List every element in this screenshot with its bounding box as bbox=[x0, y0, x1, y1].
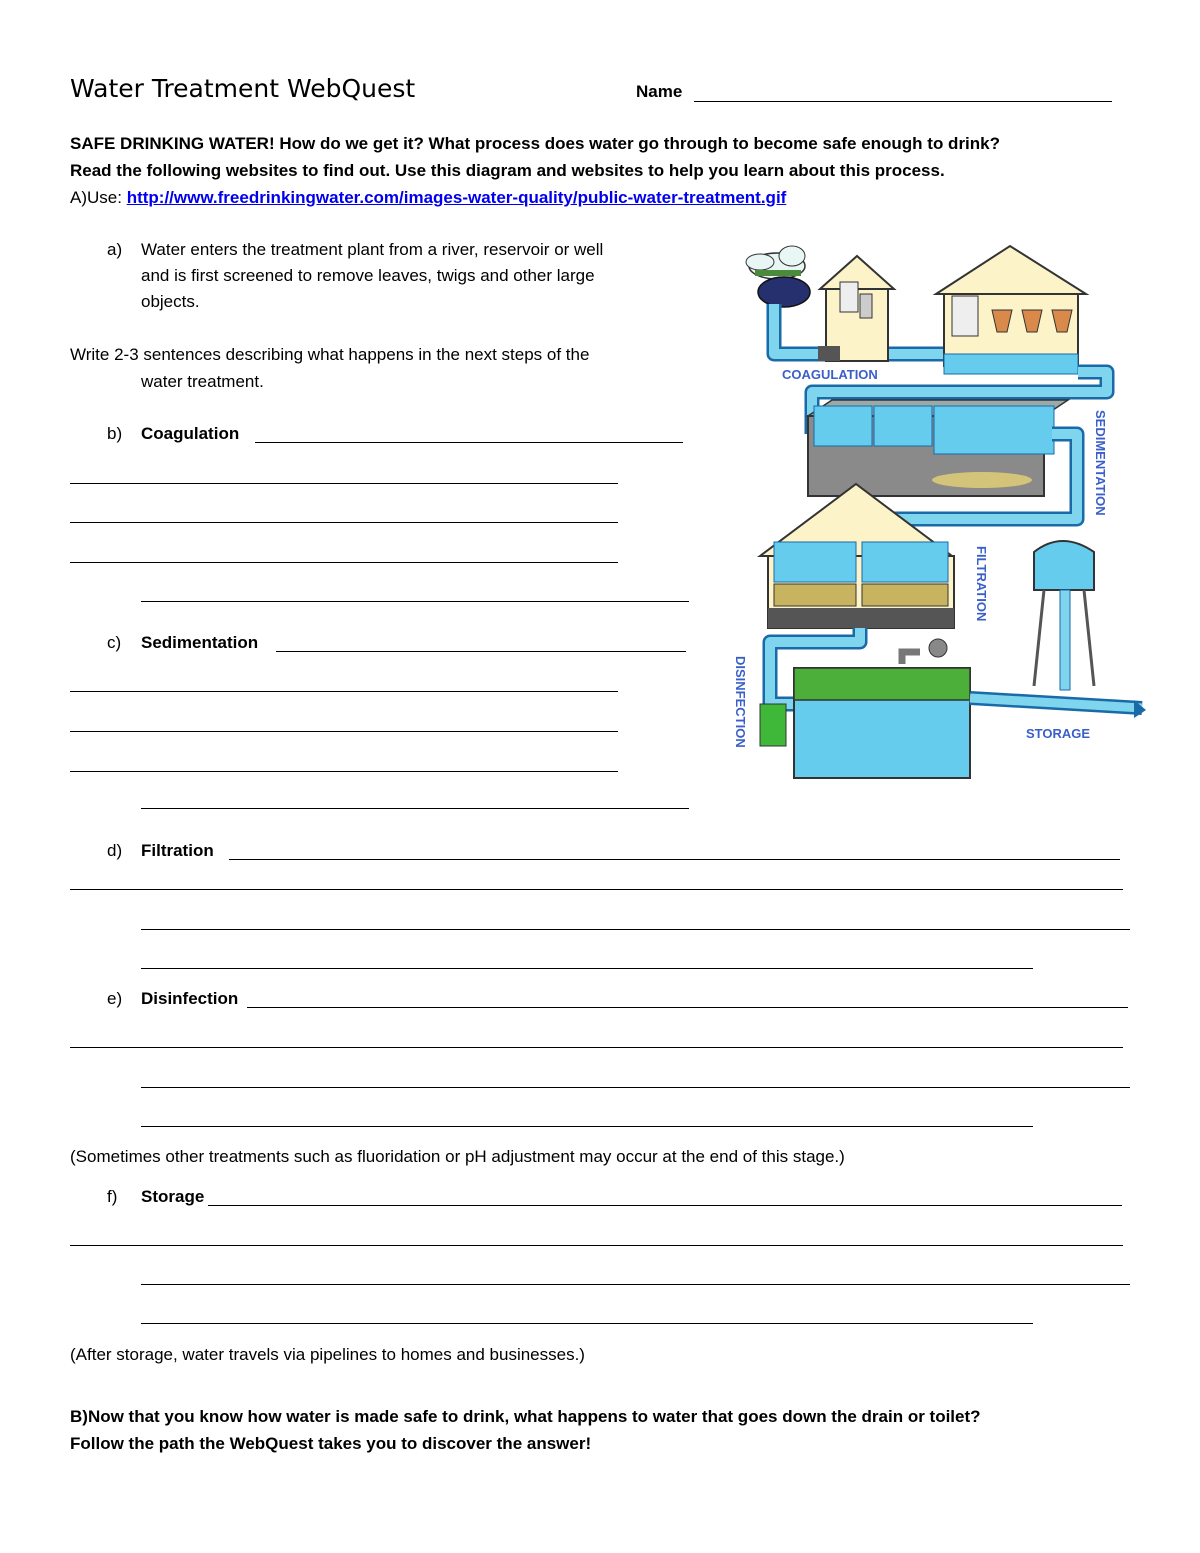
intro-instruction: Read the following websites to find out. Use this diagram and websites to help you learn about this process. bbox=[70, 161, 945, 180]
filtration-house bbox=[760, 484, 954, 628]
question-e-letter: e) bbox=[107, 989, 123, 1008]
coagulation-house bbox=[936, 246, 1086, 374]
intake-house bbox=[818, 256, 894, 361]
question-b-letter: b) bbox=[107, 424, 123, 443]
sedimentation-answer-line[interactable] bbox=[70, 691, 618, 692]
intro-question: SAFE DRINKING WATER! How do we get it? What process does water go through to become safe enough to drink? bbox=[70, 134, 1001, 153]
step-a-line-2: and is first screened to remove leaves, twigs and other large bbox=[141, 266, 595, 285]
question-d-label: Filtration bbox=[141, 841, 214, 860]
diagram-label-filtration: FILTRATION bbox=[974, 546, 989, 622]
diagram-label-disinfection: DISINFECTION bbox=[733, 656, 748, 748]
use-line bbox=[70, 188, 786, 208]
step-a-letter: a) bbox=[107, 240, 123, 259]
coagulation-answer-line[interactable] bbox=[255, 442, 683, 443]
coagulation-answer-line[interactable] bbox=[70, 562, 618, 563]
filtration-answer-line[interactable] bbox=[70, 889, 1123, 890]
coagulation-answer-line[interactable] bbox=[70, 522, 618, 523]
question-d-letter: d) bbox=[107, 841, 123, 860]
storage-answer-line[interactable] bbox=[208, 1205, 1122, 1206]
coagulation-answer-line[interactable] bbox=[70, 483, 618, 484]
diagram-link[interactable]: http://www.freedrinkingwater.com/images-water-quality/public-water-treatment.gif bbox=[126, 188, 787, 207]
disinfection-answer-line[interactable] bbox=[70, 1047, 1123, 1048]
question-c-label: Sedimentation bbox=[141, 633, 259, 652]
cloud-icon bbox=[746, 246, 810, 307]
sedimentation-answer-line[interactable] bbox=[70, 731, 618, 732]
diagram-label-sedimentation: SEDIMENTATION bbox=[1093, 410, 1108, 516]
question-e-label: Disinfection bbox=[141, 989, 239, 1008]
question-b-label: Coagulation bbox=[141, 424, 240, 443]
question-f-label: Storage bbox=[141, 1187, 205, 1206]
disinfection-answer-line[interactable] bbox=[141, 1126, 1033, 1127]
name-field[interactable] bbox=[694, 101, 1112, 102]
question-c-letter: c) bbox=[107, 633, 122, 652]
sedimentation-answer-line[interactable] bbox=[70, 771, 618, 772]
part-b-question: B)Now that you know how water is made safe to drink, what happens to water that goes down the drain or toilet? bbox=[70, 1407, 981, 1426]
storage-answer-line[interactable] bbox=[70, 1245, 1123, 1246]
question-f-letter: f) bbox=[107, 1187, 118, 1206]
part-b-instruction: Follow the path the WebQuest takes you to discover the answer! bbox=[70, 1434, 592, 1453]
disinfection-answer-line[interactable] bbox=[141, 1087, 1130, 1088]
disinfection-answer-line[interactable] bbox=[247, 1007, 1128, 1008]
step-a-line-1: Water enters the treatment plant from a river, reservoir or well bbox=[141, 240, 604, 259]
instructions-line-2: water treatment. bbox=[141, 372, 264, 391]
sedimentation-tank bbox=[808, 400, 1068, 496]
use-prefix: A)Use: bbox=[70, 188, 127, 207]
page-title: Water Treatment WebQuest bbox=[70, 74, 416, 103]
step-a-line-3: objects. bbox=[141, 292, 200, 311]
filtration-answer-line[interactable] bbox=[141, 929, 1130, 930]
water-tower bbox=[1034, 541, 1094, 690]
sedimentation-answer-line[interactable] bbox=[141, 808, 689, 809]
sedimentation-answer-line[interactable] bbox=[276, 651, 686, 652]
disinfection-note: (Sometimes other treatments such as fluoridation or pH adjustment may occur at the end of this stage.) bbox=[70, 1147, 845, 1166]
filtration-answer-line[interactable] bbox=[229, 859, 1120, 860]
coagulation-answer-line[interactable] bbox=[141, 601, 689, 602]
storage-note: (After storage, water travels via pipelines to homes and businesses.) bbox=[70, 1345, 585, 1364]
name-label: Name bbox=[636, 82, 683, 101]
diagram-label-storage: STORAGE bbox=[1026, 726, 1091, 741]
filtration-answer-line[interactable] bbox=[141, 968, 1033, 969]
storage-answer-line[interactable] bbox=[141, 1284, 1130, 1285]
storage-answer-line[interactable] bbox=[141, 1323, 1033, 1324]
water-treatment-diagram bbox=[722, 234, 1147, 786]
diagram-label-coagulation: COAGULATION bbox=[782, 367, 878, 382]
instructions-line-1: Write 2-3 sentences describing what happens in the next steps of the bbox=[70, 345, 590, 364]
